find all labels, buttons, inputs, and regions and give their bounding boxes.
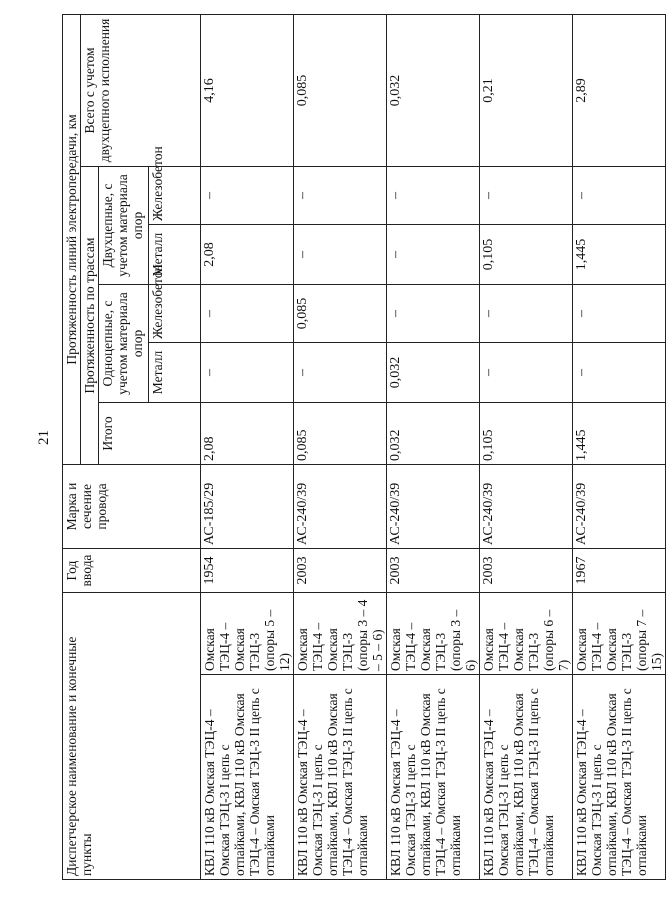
line-points: Омская ТЭЦ-4 – Омская ТЭЦ-3 (опоры 3 – 4 – 5 – 6) [294, 593, 387, 675]
total: 2,08 [201, 403, 294, 465]
double-concrete: – [201, 167, 294, 225]
line-name: КВЛ 110 кВ Омская ТЭЦ-4 – Омская ТЭЦ-3 I цепь с отпайками, КВЛ 110 кВ Омская ТЭЦ-4 – Омская ТЭЦ-3 II цепь с отпайками [573, 675, 666, 880]
header-total: Итого [99, 403, 201, 465]
line-name: КВЛ 110 кВ Омская ТЭЦ-4 – Омская ТЭЦ-3 I цепь с отпайками, КВЛ 110 кВ Омская ТЭЦ-4 – Омская ТЭЦ-3 II цепь с отпайками [387, 675, 480, 880]
table-row [573, 14, 666, 879]
year: 2003 [387, 549, 480, 593]
double-metal: – [387, 225, 480, 285]
single-metal: 0,032 [387, 343, 480, 403]
line-points: Омская ТЭЦ-4 – Омская ТЭЦ-3 (опоры 7 – 15) [573, 593, 666, 675]
header-name: Диспетчерское наименование и конечные пункты [63, 593, 201, 880]
table-row [480, 14, 573, 879]
header-double: Двухцепные, с учетом материала опор [99, 167, 149, 285]
single-concrete: – [480, 285, 573, 343]
total: 0,085 [294, 403, 387, 465]
header-route: Протяженность по трассам [81, 167, 99, 465]
year: 2003 [480, 549, 573, 593]
all-total: 0,085 [294, 14, 387, 166]
line-points: Омская ТЭЦ-4 – Омская ТЭЦ-3 (опоры 5 – 12) [201, 593, 294, 675]
line-name: КВЛ 110 кВ Омская ТЭЦ-4 – Омская ТЭЦ-3 I цепь с отпайками, КВЛ 110 кВ Омская ТЭЦ-4 – Омская ТЭЦ-3 II цепь с отпайками [294, 675, 387, 880]
header-length: Протяженность линий электропередачи, км [63, 14, 81, 464]
double-concrete: – [573, 167, 666, 225]
header-all: Всего с учетом двухцепного исполнения [81, 14, 201, 166]
header-wire: Марка и сечение провода [63, 465, 201, 549]
wire: АС-185/29 [201, 465, 294, 549]
total: 0,032 [387, 403, 480, 465]
double-metal: 2,08 [201, 225, 294, 285]
line-points: Омская ТЭЦ-4 – Омская ТЭЦ-3 (опоры 3 – 6) [387, 593, 480, 675]
all-total: 0,032 [387, 14, 480, 166]
total: 1,445 [573, 403, 666, 465]
table-row [201, 14, 294, 879]
header-double-concrete: Железобетон [149, 167, 201, 225]
power-lines-table [62, 14, 666, 880]
double-metal: 0,105 [480, 225, 573, 285]
page-number: 21 [36, 430, 52, 445]
wire: АС-240/39 [480, 465, 573, 549]
header-single: Одноцепные, с учетом материала опор [99, 285, 149, 403]
double-concrete: – [480, 167, 573, 225]
single-metal: – [294, 343, 387, 403]
header-double-metal: Металл [149, 225, 201, 285]
single-concrete: 0,085 [294, 285, 387, 343]
year: 2003 [294, 549, 387, 593]
wire: АС-240/39 [294, 465, 387, 549]
single-concrete: – [387, 285, 480, 343]
header-year: Год ввода [63, 549, 201, 593]
line-name: КВЛ 110 кВ Омская ТЭЦ-4 – Омская ТЭЦ-3 I цепь с отпайками, КВЛ 110 кВ Омская ТЭЦ-4 – Омская ТЭЦ-3 II цепь с отпайками [480, 675, 573, 880]
single-metal: – [573, 343, 666, 403]
all-total: 0,21 [480, 14, 573, 166]
year: 1967 [573, 549, 666, 593]
double-metal: – [294, 225, 387, 285]
single-concrete: – [573, 285, 666, 343]
table-row [294, 14, 387, 879]
year: 1954 [201, 549, 294, 593]
all-total: 4,16 [201, 14, 294, 166]
all-total: 2,89 [573, 14, 666, 166]
wire: АС-240/39 [387, 465, 480, 549]
double-metal: 1,445 [573, 225, 666, 285]
double-concrete: – [387, 167, 480, 225]
header-single-metal: Металл [149, 343, 201, 403]
single-concrete: – [201, 285, 294, 343]
line-points: Омская ТЭЦ-4 – Омская ТЭЦ-3 (опоры 6 – 7) [480, 593, 573, 675]
single-metal: – [201, 343, 294, 403]
header-single-concrete: Железобетон [149, 285, 201, 343]
rotated-table-container [62, 15, 664, 880]
double-concrete: – [294, 167, 387, 225]
line-name: КВЛ 110 кВ Омская ТЭЦ-4 – Омская ТЭЦ-3 I цепь с отпайками, КВЛ 110 кВ Омская ТЭЦ-4 – Омская ТЭЦ-3 II цепь с отпайками [201, 675, 294, 880]
table-row [387, 14, 480, 879]
wire: АС-240/39 [573, 465, 666, 549]
total: 0,105 [480, 403, 573, 465]
single-metal: – [480, 343, 573, 403]
